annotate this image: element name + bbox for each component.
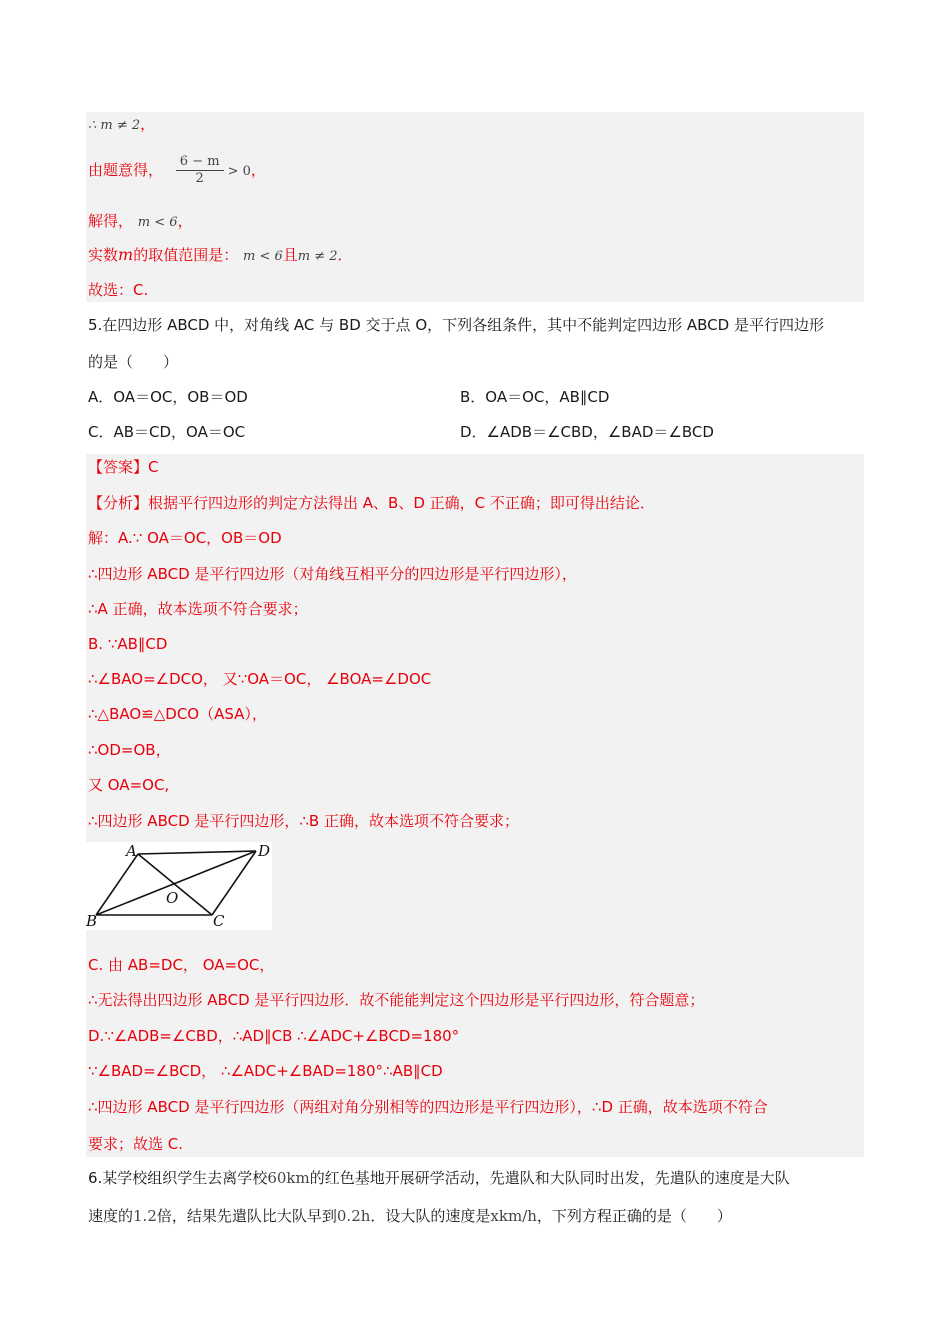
prev-solution-line-2: 由题意得， $\frac{6 - m}{2}$ > 0，	[88, 154, 266, 186]
q5-solution-line: 又 OA=OC,	[88, 776, 170, 794]
prev-solution-block	[86, 112, 864, 302]
prev-solution-line-4: 实数m的取值范围是： m < 6且m ≠ 2．	[88, 245, 353, 264]
fraction: $\frac{6 - m}{2}$	[176, 154, 224, 187]
q5-solution-line: ∴四边形 ABCD 是平行四边形（两组对角分别相等的四边形是平行四边形），∴D 正确，故本选项不符合	[88, 1098, 768, 1116]
q5-solution-line: ∴四边形 ABCD 是平行四边形，∴B 正确，故本选项不符合要求；	[88, 812, 519, 830]
q5-option-a: A．OA＝OC，OB＝OD	[88, 388, 248, 406]
q6-stem-line-1: 6.某学校组织学生去离学校60km的红色基地开展研学活动，先遣队和大队同时出发，先遣队的速度是大队	[88, 1169, 790, 1187]
q5-solution-line: ∴A 正确，故本选项不符合要求；	[88, 600, 308, 618]
prev-solution-line-5: 故选：C.	[88, 281, 149, 299]
prev-solution-line-3: 解得， m < 6，	[88, 212, 193, 230]
q5-solution-line: B. ∵AB∥CD	[88, 635, 168, 653]
q5-solution-block	[86, 454, 864, 1157]
q5-solution-line: ∴四边形 ABCD 是平行四边形（对角线互相平分的四边形是平行四边形），	[88, 565, 577, 583]
q5-solution-line: C. 由 AB=DC， OA=OC，	[88, 956, 275, 974]
label-o: O	[166, 889, 179, 907]
q5-stem-line-2: 的是（ ）	[88, 353, 179, 371]
q5-option-c: C．AB＝CD，OA＝OC	[88, 423, 246, 441]
q5-answer: 【答案】C	[88, 458, 159, 476]
parallelogram-figure	[86, 842, 272, 930]
q5-solution-line: D.∵∠ADB=∠CBD，∴AD∥CB ∴∠ADC+∠BCD=180°	[88, 1027, 460, 1045]
q5-solution-line: ∴△BAO≌△DCO（ASA），	[88, 705, 267, 723]
label-b: B	[86, 912, 98, 930]
prev-solution-line-1: ∴ m ≠ 2，	[88, 115, 156, 133]
label-a: A	[126, 842, 137, 860]
q5-solution-line: ∴OD=OB，	[88, 741, 171, 759]
q5-option-d: D．∠ADB＝∠CBD，∠BAD＝∠BCD	[460, 423, 714, 441]
q5-solution-line: 解：A.∵ OA＝OC，OB＝OD	[88, 529, 282, 547]
math-expr: ∴ m ≠ 2	[88, 118, 141, 133]
q6-stem-line-2: 速度的1.2倍，结果先遣队比大队早到0.2h．设大队的速度是xkm/h，下列方程正确的是（ ）	[88, 1207, 732, 1225]
label-c: C	[213, 912, 225, 930]
q5-analysis: 【分析】根据平行四边形的判定方法得出 A、B、D 正确，C 不正确；即可得出结论．	[88, 494, 655, 512]
q5-stem-line-1: 5.在四边形 ABCD 中，对角线 AC 与 BD 交于点 O，下列各组条件，其中不能判定四边形 ABCD 是平行四边形	[88, 316, 824, 334]
q5-solution-line: 要求；故选 C.	[88, 1135, 184, 1153]
label-d: D	[258, 842, 271, 860]
q5-option-b: B．OA＝OC，AB∥CD	[460, 388, 610, 406]
q5-solution-line: ∴无法得出四边形 ABCD 是平行四边形．故不能能判定这个四边形是平行四边形，符合题意；	[88, 991, 705, 1009]
q5-solution-line: ∵∠BAD=∠BCD， ∴∠ADC+∠BAD=180°∴AB∥CD	[88, 1062, 443, 1080]
q5-solution-line: ∴∠BAO=∠DCO， 又∵OA＝OC， ∠BOA=∠DOC	[88, 670, 432, 688]
